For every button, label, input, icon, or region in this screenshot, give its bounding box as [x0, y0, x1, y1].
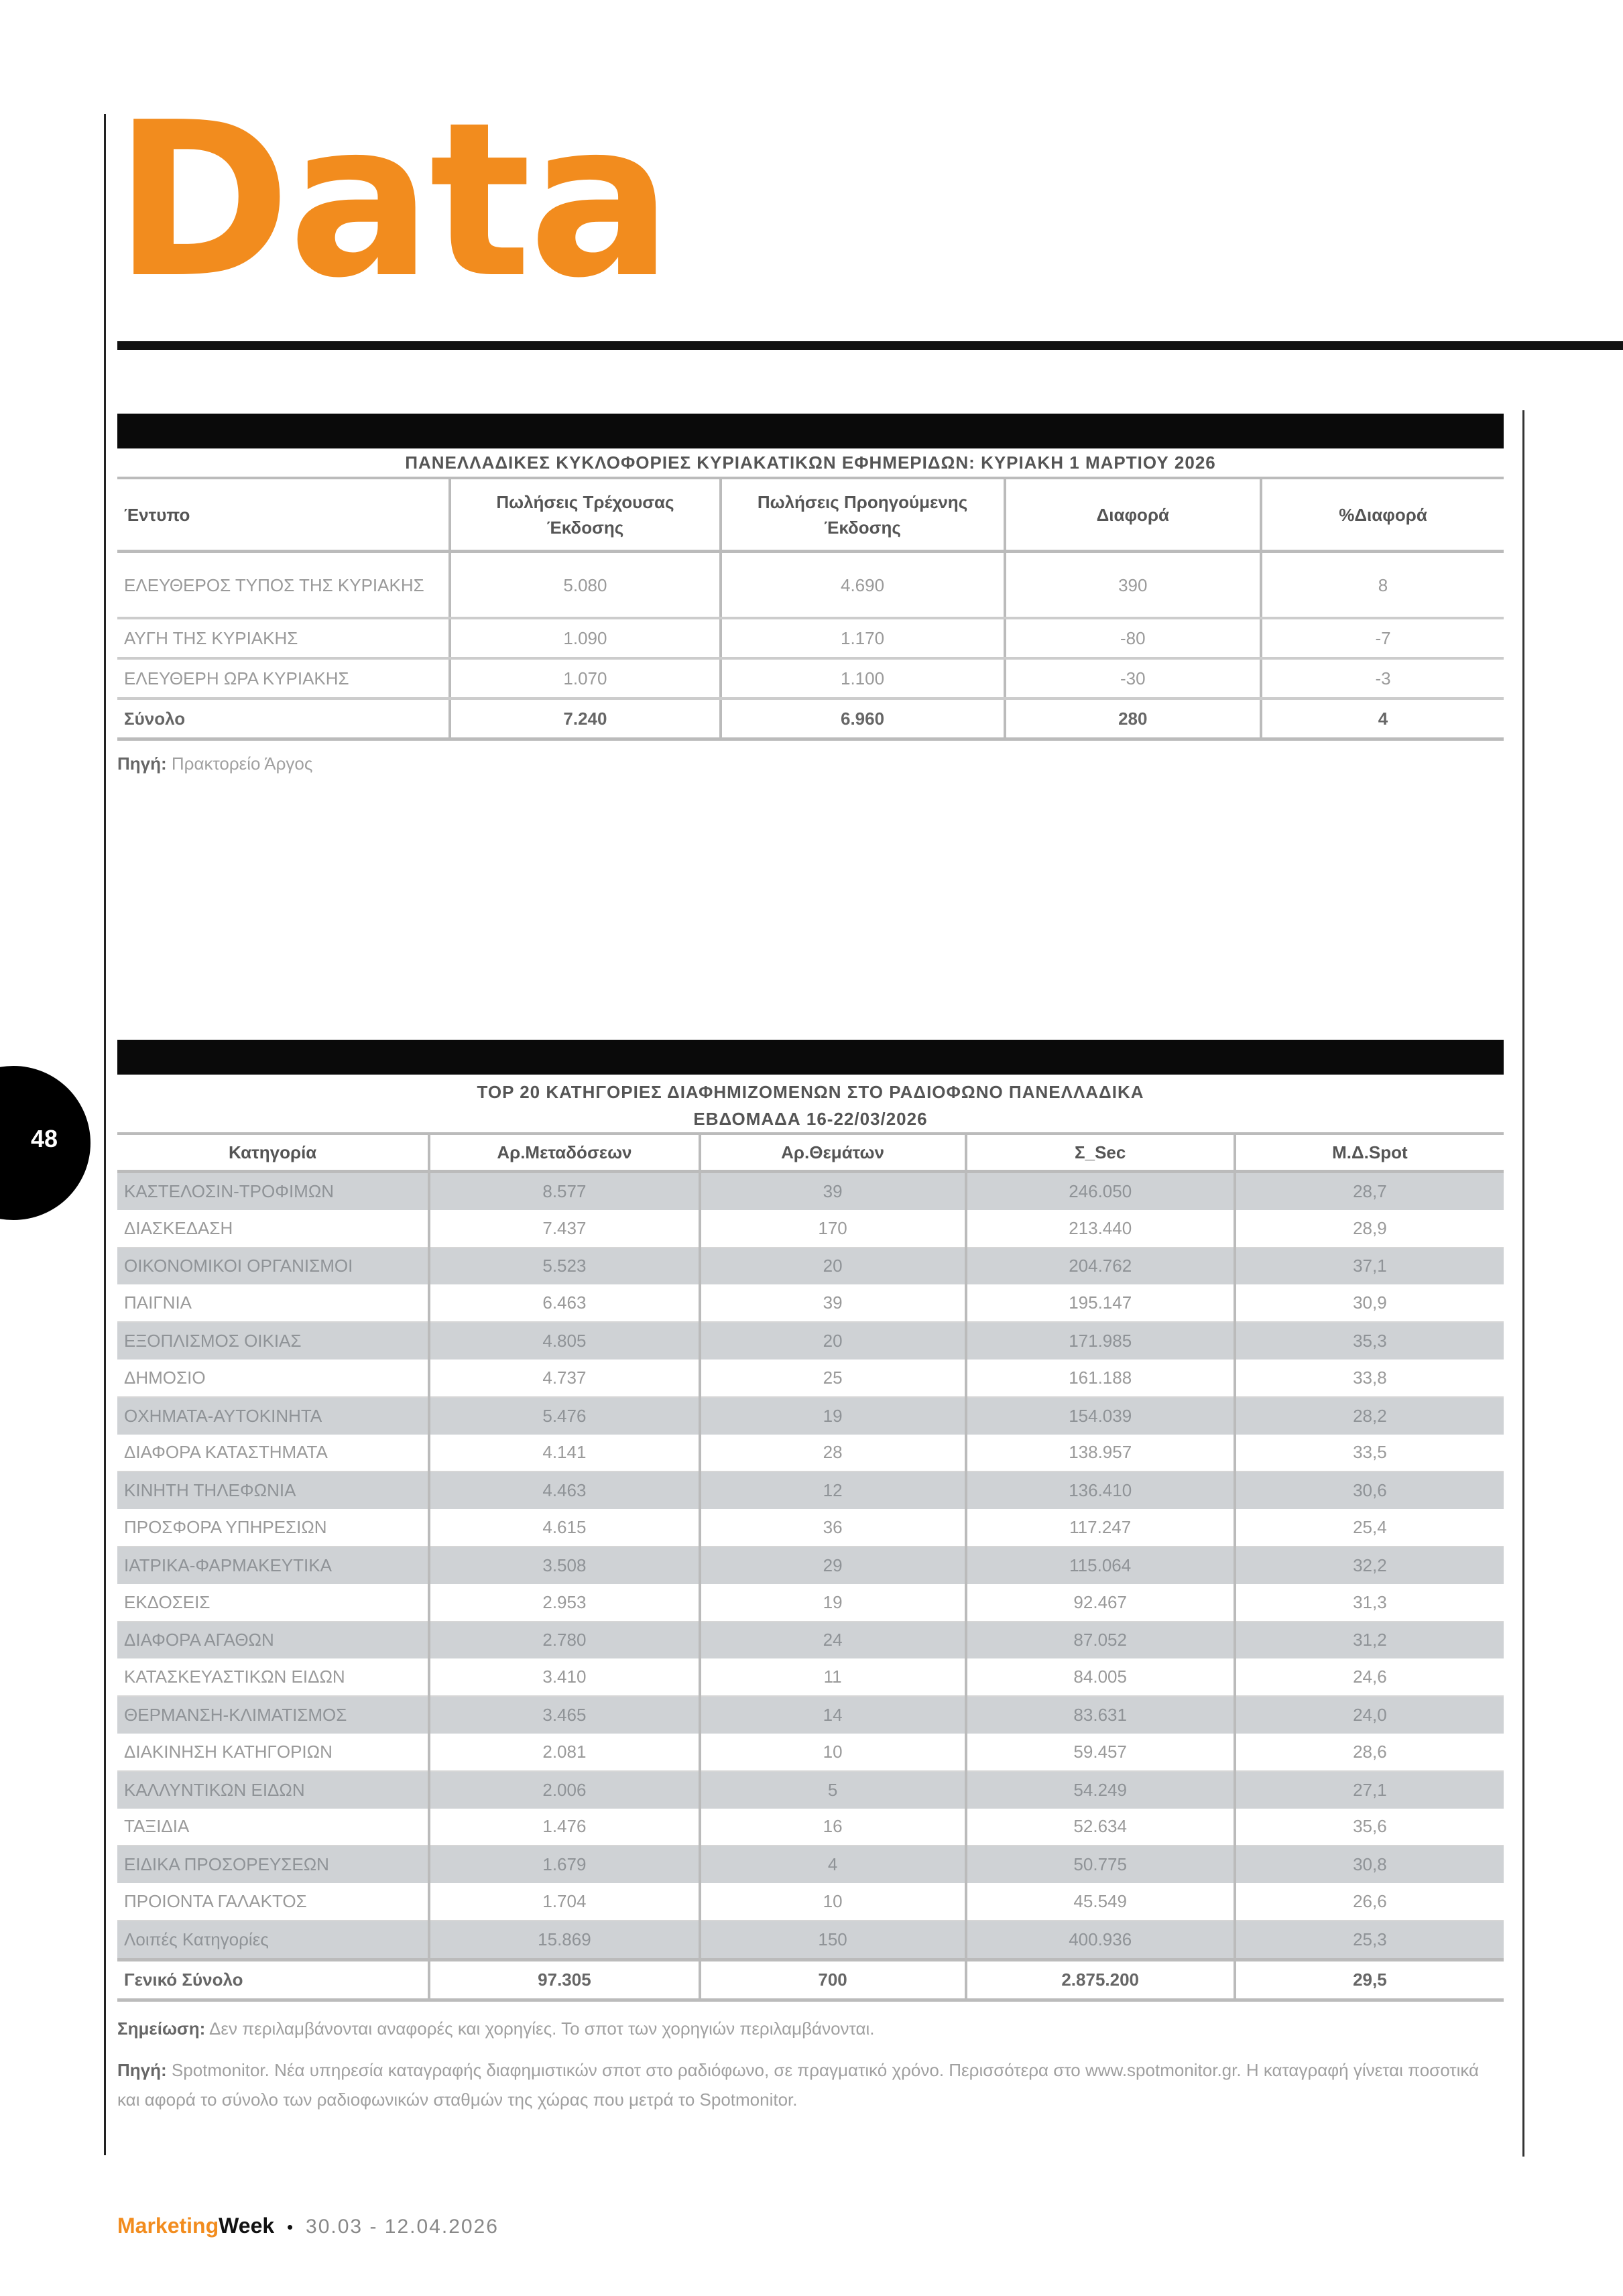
- footer-separator: •: [287, 2217, 294, 2237]
- table-cell: 11: [700, 1658, 966, 1696]
- table-cell: 29,5: [1235, 1959, 1504, 2000]
- table-row: [117, 1397, 1504, 1435]
- table-cell: ΤΑΞΙΔΙΑ: [117, 1809, 429, 1846]
- table-heading-line2: ΕΒΔΟΜΑΔΑ 16-22/03/2026: [693, 1109, 928, 1129]
- table-row: [117, 1584, 1504, 1622]
- circulation-table: [117, 479, 1504, 741]
- table-cell: 16: [700, 1809, 966, 1846]
- radio-categories-table: [117, 1135, 1504, 2002]
- table-row: [117, 1883, 1504, 1921]
- section-bar: [117, 1040, 1504, 1075]
- table-row: [117, 1360, 1504, 1397]
- column-header: Σ_Sec: [966, 1135, 1235, 1172]
- table-cell: ΔΙΑΚΙΝΗΣΗ ΚΑΤΗΓΟΡΙΩΝ: [117, 1734, 429, 1771]
- table-cell: 8.577: [429, 1172, 699, 1210]
- table-cell: ΠΡΟΙΟΝΤΑ ΓΑΛΑΚΤΟΣ: [117, 1883, 429, 1921]
- table-row: [117, 1921, 1504, 1959]
- table-cell: 117.247: [966, 1509, 1235, 1547]
- table-cell: 400.936: [966, 1921, 1235, 1959]
- table-row: [117, 1547, 1504, 1584]
- table-row: [117, 1696, 1504, 1734]
- table-cell: 33,8: [1235, 1360, 1504, 1397]
- table-row: [117, 552, 1504, 619]
- source-text: Πρακτορείο Άργος: [171, 753, 313, 774]
- table-cell: 59.457: [966, 1734, 1235, 1771]
- column-header: Αρ.Θεμάτων: [700, 1135, 966, 1172]
- table-heading: [117, 1075, 1504, 1135]
- table-cell: 12: [700, 1471, 966, 1509]
- newspaper-circulation-section: [117, 414, 1504, 778]
- table-cell: 92.467: [966, 1584, 1235, 1622]
- table-cell: -7: [1261, 618, 1504, 658]
- table-cell: ΕΚΔΟΣΕΙΣ: [117, 1584, 429, 1622]
- column-header: Διαφορά: [1005, 479, 1262, 552]
- table-cell: Γενικό Σύνολο: [117, 1959, 429, 2000]
- table-cell: 280: [1005, 699, 1262, 739]
- table-heading-line1: TOP 20 ΚΑΤΗΓΟΡΙΕΣ ΔΙΑΦΗΜΙΖΟΜΕΝΩΝ ΣΤΟ ΡΑΔΙΟΦΩΝΟ ΠΑΝΕΛΛΑΔΙΚΑ: [477, 1082, 1144, 1102]
- table-header-row: [117, 479, 1504, 552]
- column-header: Έντυπο: [117, 479, 450, 552]
- table-cell: 14: [700, 1696, 966, 1734]
- source-label: Πηγή:: [117, 2059, 167, 2080]
- table-cell: 700: [700, 1959, 966, 2000]
- table-row: [117, 1734, 1504, 1771]
- table-cell: 4.805: [429, 1322, 699, 1360]
- table-cell: 4.737: [429, 1360, 699, 1397]
- table-cell: 31,2: [1235, 1622, 1504, 1659]
- footer: [117, 2214, 499, 2238]
- table-cell: 5.523: [429, 1248, 699, 1285]
- table-cell: 25,4: [1235, 1509, 1504, 1547]
- table-cell: 45.549: [966, 1883, 1235, 1921]
- table-heading: ΠΑΝΕΛΛΑΔΙΚΕΣ ΚΥΚΛΟΦΟΡΙΕΣ ΚΥΡΙΑΚΑΤΙΚΩΝ ΕΦΗΜΕΡΙΔΩΝ: ΚΥΡΙΑΚΗ 1 ΜΑΡΤΙΟΥ 2026: [117, 448, 1504, 479]
- table-cell: ΑΥΓΗ ΤΗΣ ΚΥΡΙΑΚΗΣ: [117, 618, 450, 658]
- table-cell: 171.985: [966, 1322, 1235, 1360]
- table-cell: 50.775: [966, 1846, 1235, 1883]
- column-header: %Διαφορά: [1261, 479, 1504, 552]
- table-cell: 1.070: [450, 658, 720, 699]
- table-cell: ΚΑΤΑΣΚΕΥΑΣΤΙΚΩΝ ΕΙΔΩΝ: [117, 1658, 429, 1696]
- page-title: Data: [114, 76, 670, 324]
- page-number: 48: [31, 1125, 58, 1152]
- table-cell: 3.465: [429, 1696, 699, 1734]
- table-cell: 3.508: [429, 1547, 699, 1584]
- title-divider: [117, 341, 1623, 350]
- table-row: [117, 1809, 1504, 1846]
- table-cell: 6.960: [721, 699, 1005, 739]
- table-cell: ΔΙΑΣΚΕΔΑΣΗ: [117, 1210, 429, 1248]
- table-cell: 24,6: [1235, 1658, 1504, 1696]
- table-cell: 195.147: [966, 1284, 1235, 1322]
- table-cell: 37,1: [1235, 1248, 1504, 1285]
- table-cell: Σύνολο: [117, 699, 450, 739]
- brand-week: Week: [219, 2214, 275, 2238]
- table-cell: 31,3: [1235, 1584, 1504, 1622]
- column-header: Κατηγορία: [117, 1135, 429, 1172]
- table-cell: 4: [1261, 699, 1504, 739]
- table-cell: 1.476: [429, 1809, 699, 1846]
- notes: [117, 2014, 1504, 2043]
- table-cell: 33,5: [1235, 1435, 1504, 1472]
- right-vertical-rule: [1522, 410, 1524, 2157]
- table-cell: ΚΑΣΤΕΛΟΣΙΝ-ΤΡΟΦΙΜΩΝ: [117, 1172, 429, 1210]
- column-header: Πωλήσεις Τρέχουσας Έκδοσης: [450, 479, 720, 552]
- table-cell: 97.305: [429, 1959, 699, 2000]
- table-cell: ΔΗΜΟΣΙΟ: [117, 1360, 429, 1397]
- table-cell: 24: [700, 1622, 966, 1659]
- table-cell: ΠΑΙΓΝΙΑ: [117, 1284, 429, 1322]
- table-total-row: [117, 1959, 1504, 2000]
- column-header: Αρ.Μεταδόσεων: [429, 1135, 699, 1172]
- column-header: Πωλήσεις Προηγούμενης Έκδοσης: [721, 479, 1005, 552]
- table-row: [117, 1658, 1504, 1696]
- table-cell: ΕΛΕΥΘΕΡΗ ΩΡΑ ΚΥΡΙΑΚΗΣ: [117, 658, 450, 699]
- table-cell: 24,0: [1235, 1696, 1504, 1734]
- table-cell: 161.188: [966, 1360, 1235, 1397]
- table-cell: 4.615: [429, 1509, 699, 1547]
- table-cell: 28,2: [1235, 1397, 1504, 1435]
- table-cell: 8: [1261, 552, 1504, 619]
- table-cell: ΠΡΟΣΦΟΡΑ ΥΠΗΡΕΣΙΩΝ: [117, 1509, 429, 1547]
- table-cell: 15.869: [429, 1921, 699, 1959]
- table-cell: 87.052: [966, 1622, 1235, 1659]
- table-row: [117, 618, 1504, 658]
- table-cell: 26,6: [1235, 1883, 1504, 1921]
- table-row: [117, 1322, 1504, 1360]
- table-cell: 36: [700, 1509, 966, 1547]
- table-cell: 204.762: [966, 1248, 1235, 1285]
- table-cell: 1.090: [450, 618, 720, 658]
- table-cell: 25,3: [1235, 1921, 1504, 1959]
- table-total-row: [117, 699, 1504, 739]
- source-note: [117, 2055, 1504, 2114]
- table-cell: 30,8: [1235, 1846, 1504, 1883]
- table-cell: 28: [700, 1435, 966, 1472]
- notes-label: Σημείωση:: [117, 2018, 206, 2039]
- table-row: [117, 1509, 1504, 1547]
- table-cell: 6.463: [429, 1284, 699, 1322]
- table-cell: 20: [700, 1322, 966, 1360]
- table-row: [117, 1622, 1504, 1659]
- table-row: [117, 1172, 1504, 1210]
- table-cell: 136.410: [966, 1471, 1235, 1509]
- table-cell: 35,3: [1235, 1322, 1504, 1360]
- table-cell: 30,6: [1235, 1471, 1504, 1509]
- table-cell: -30: [1005, 658, 1262, 699]
- table-cell: ΘΕΡΜΑΝΣΗ-ΚΛΙΜΑΤΙΣΜΟΣ: [117, 1696, 429, 1734]
- table-cell: ΔΙΑΦΟΡΑ ΑΓΑΘΩΝ: [117, 1622, 429, 1659]
- table-cell: 54.249: [966, 1771, 1235, 1809]
- table-cell: 1.170: [721, 618, 1005, 658]
- table-cell: ΕΞΟΠΛΙΣΜΟΣ ΟΙΚΙΑΣ: [117, 1322, 429, 1360]
- table-cell: ΙΑΤΡΙΚΑ-ΦΑΡΜΑΚΕΥΤΙΚΑ: [117, 1547, 429, 1584]
- table-cell: 39: [700, 1284, 966, 1322]
- table-cell: 20: [700, 1248, 966, 1285]
- table-cell: 4.463: [429, 1471, 699, 1509]
- table-cell: 7.240: [450, 699, 720, 739]
- table-cell: 2.953: [429, 1584, 699, 1622]
- table-cell: 19: [700, 1584, 966, 1622]
- table-cell: 29: [700, 1547, 966, 1584]
- table-cell: 115.064: [966, 1547, 1235, 1584]
- table-cell: 213.440: [966, 1210, 1235, 1248]
- table-cell: 5.080: [450, 552, 720, 619]
- section-bar: [117, 414, 1504, 448]
- table-cell: 1.704: [429, 1883, 699, 1921]
- column-header: Μ.Δ.Spot: [1235, 1135, 1504, 1172]
- table-cell: ΕΙΔΙΚΑ ΠΡΟΣΟΡΕΥΣΕΩΝ: [117, 1846, 429, 1883]
- table-cell: ΚΑΛΛΥΝΤΙΚΩΝ ΕΙΔΩΝ: [117, 1771, 429, 1809]
- source-label: Πηγή:: [117, 753, 167, 774]
- table-row: [117, 1471, 1504, 1509]
- table-cell: Λοιπές Κατηγορίες: [117, 1921, 429, 1959]
- table-cell: 2.081: [429, 1734, 699, 1771]
- table-cell: 2.780: [429, 1622, 699, 1659]
- table-row: [117, 1284, 1504, 1322]
- table-cell: ΕΛΕΥΘΕΡΟΣ ΤΥΠΟΣ ΤΗΣ ΚΥΡΙΑΚΗΣ: [117, 552, 450, 619]
- table-cell: ΔΙΑΦΟΡΑ ΚΑΤΑΣΤΗΜΑΤΑ: [117, 1435, 429, 1472]
- table-cell: 35,6: [1235, 1809, 1504, 1846]
- table-cell: 150: [700, 1921, 966, 1959]
- table-cell: 25: [700, 1360, 966, 1397]
- table-cell: 4.141: [429, 1435, 699, 1472]
- table-cell: 32,2: [1235, 1547, 1504, 1584]
- table-cell: 3.410: [429, 1658, 699, 1696]
- table-cell: 1.679: [429, 1846, 699, 1883]
- table-row: [117, 658, 1504, 699]
- table-cell: 39: [700, 1172, 966, 1210]
- table-cell: 28,7: [1235, 1172, 1504, 1210]
- table-cell: 4: [700, 1846, 966, 1883]
- table-cell: 83.631: [966, 1696, 1235, 1734]
- table-cell: 30,9: [1235, 1284, 1504, 1322]
- table-cell: 1.100: [721, 658, 1005, 699]
- table-cell: 7.437: [429, 1210, 699, 1248]
- table-cell: 10: [700, 1734, 966, 1771]
- table-row: [117, 1846, 1504, 1883]
- table-row: [117, 1435, 1504, 1472]
- table-cell: 28,6: [1235, 1734, 1504, 1771]
- table-cell: 52.634: [966, 1809, 1235, 1846]
- table-cell: 4.690: [721, 552, 1005, 619]
- table-cell: 390: [1005, 552, 1262, 619]
- table-cell: 19: [700, 1397, 966, 1435]
- table-cell: 2.875.200: [966, 1959, 1235, 2000]
- table-cell: 2.006: [429, 1771, 699, 1809]
- table-cell: 84.005: [966, 1658, 1235, 1696]
- table-cell: 170: [700, 1210, 966, 1248]
- source-text: Spotmonitor. Νέα υπηρεσία καταγραφής διαφημιστικών σποτ στο ραδιόφωνο, σε πραγματικό χρόνο. Περισσότερα στο www.spotmonitor.gr. Η καταγραφή γίνεται ποσοτικά και αφορά το σύνολο των ραδιοφωνικών σταθμών της χώρας που μετρά το Spotmonitor.: [117, 2059, 1480, 2110]
- table-header-row: [117, 1135, 1504, 1172]
- table-row: [117, 1771, 1504, 1809]
- table-body: [117, 1172, 1504, 2000]
- table-cell: ΟΧΗΜΑΤΑ-ΑΥΤΟΚΙΝΗΤΑ: [117, 1397, 429, 1435]
- table-cell: ΚΙΝΗΤΗ ΤΗΛΕΦΩΝΙΑ: [117, 1471, 429, 1509]
- table-cell: 154.039: [966, 1397, 1235, 1435]
- table-cell: ΟΙΚΟΝΟΜΙΚΟΙ ΟΡΓΑΝΙΣΜΟΙ: [117, 1248, 429, 1285]
- issue-date: 30.03 - 12.04.2026: [306, 2216, 499, 2238]
- table-cell: 5: [700, 1771, 966, 1809]
- brand-marketing: Marketing: [117, 2214, 219, 2238]
- table-cell: 5.476: [429, 1397, 699, 1435]
- notes-text: Δεν περιλαμβάνονται αναφορές και χορηγίες. Το σποτ των χορηγιών περιλαμβάνονται.: [209, 2018, 875, 2039]
- table-row: [117, 1210, 1504, 1248]
- table-cell: 28,9: [1235, 1210, 1504, 1248]
- table-row: [117, 1248, 1504, 1285]
- table-cell: 138.957: [966, 1435, 1235, 1472]
- table-cell: -80: [1005, 618, 1262, 658]
- radio-advertising-section: [117, 1040, 1504, 2114]
- table-cell: 246.050: [966, 1172, 1235, 1210]
- left-vertical-rule: [104, 114, 106, 2155]
- table-cell: 27,1: [1235, 1771, 1504, 1809]
- table-cell: -3: [1261, 658, 1504, 699]
- source-note: [117, 749, 1504, 778]
- table-cell: 10: [700, 1883, 966, 1921]
